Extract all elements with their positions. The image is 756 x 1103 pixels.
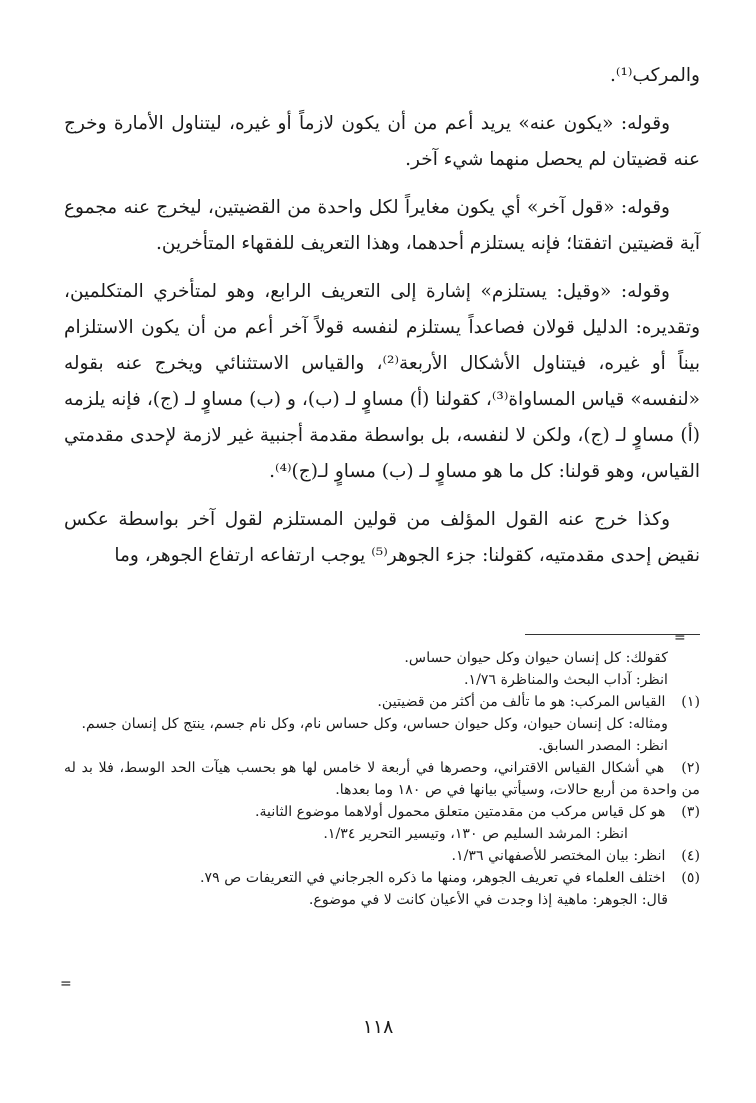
footnote-1-ref: انظر: المصدر السابق. [538, 738, 668, 754]
footnote-4-text: انظر: بيان المختصر للأصفهاني ١/٣٦. [451, 848, 666, 864]
paragraph-5: وكذا خرج عنه القول المؤلف من قولين المستلزم لقول آخر بواسطة عكس نقيض إحدى مقدمتيه، كقولنا: جزء الجوهر⁽⁵⁾ يوجب ارتفاعه ارتفاع الجوهر، وما [64, 509, 700, 566]
footnote-5-quote: قال: الجوهر: ماهية إذا وجدت في الأعيان كانت لا في موضوع. [308, 892, 668, 908]
footnote-4 [64, 845, 700, 867]
paragraph-2: وقوله: «يكون عنه» يريد أعم من أن يكون لازماً أو غيره، ليتناول الأمارة وخرج عنه قضيتان لم يحصل منهما شيء آخر. [64, 113, 700, 170]
footnote-5 [64, 867, 700, 889]
footnote-5-text: اختلف العلماء في تعريف الجوهر، ومنها ما ذكره الجرجاني في التعريفات ص ٧٩. [199, 870, 666, 886]
paragraph-3: وقوله: «قول آخر» أي يكون مغايراً لكل واحدة من القضيتين، ليخرج عنه مجموع آية قضيتين اتفقتا؛ فإنه يستلزم أحدهما، وهذا التعريف للفقهاء المتأخرين. [64, 197, 700, 254]
footnote-2 [64, 757, 700, 801]
paragraph-4: وقوله: «وقيل: يستلزم» إشارة إلى التعريف الرابع، وهو لمتأخري المتكلمين، وتقديره: الدليل قولان فصاعداً يستلزم لنفسه قولاً آخر أعم من أن يكون الاستلزام بيناً أو غيره، فيتناول الأشكال الأربعة⁽²⁾، والقياس الاستثنائي ويخرج عنه بقوله «لنفسه» قياس المساواة⁽³⁾، كقولنا (أ) مساوٍ لـ (ب)، و (ب) مساوٍ لـ (ج)، فإنه يلزمه (أ) مساوٍ لـ (ج)، ولكن لا لنفسه، بل بواسطة مقدمة أجنبية غير لازمة لإحدى مقدمتي القياس، وهو قولنا: كل ما هو مساوٍ لـ (ب) مساوٍ لـ(ج)⁽⁴⁾. [64, 281, 700, 482]
footnote-2-text: هي أشكال القياس الاقتراني، وحصرها في أربعة لا خامس لها هو بحسب هيآت الحد الوسط، فلا بد له من واحدة من أربع حالات، وسيأتي بيانها في ص ١٨٠ وما بعدها. [64, 760, 700, 798]
footnote-continuation-ref: انظر: آداب البحث والمناظرة ١/٧٦. [463, 672, 668, 688]
continuation-mark-top: = [674, 630, 686, 646]
footnote-3-number: (٣) [681, 804, 700, 820]
footnote-1-text: القياس المركب: هو ما تألف من أكثر من قضيتين. [377, 694, 666, 710]
footnote-1-number: (١) [681, 694, 700, 710]
footnote-2-number: (٢) [681, 760, 700, 776]
footnote-1 [64, 691, 700, 713]
footnote-continuation-line: كقولك: كل إنسان حيوان وكل حيوان حساس. [404, 650, 668, 666]
footnote-3 [64, 801, 700, 823]
footnote-1-example: ومثاله: كل إنسان حيوان، وكل حيوان حساس، وكل حساس نام، وكل نام جسم، ينتج كل إنسان جسم. [81, 716, 668, 732]
footnote-4-number: (٤) [681, 848, 700, 864]
footnote-3-ref: انظر: المرشد السليم ص ١٣٠، وتيسير التحرير ١/٣٤. [323, 826, 628, 842]
footnote-3-text: هو كل قياس مركب من مقدمتين متعلق محمول أولاهما موضوع الثانية. [254, 804, 666, 820]
footnote-5-number: (٥) [681, 870, 700, 886]
paragraph-1: والمركب⁽¹⁾. [610, 65, 700, 86]
footnotes [64, 647, 700, 911]
page-number: ١١٨ [362, 1016, 394, 1038]
continuation-mark-bottom: = [60, 976, 72, 992]
main-text [64, 58, 700, 574]
